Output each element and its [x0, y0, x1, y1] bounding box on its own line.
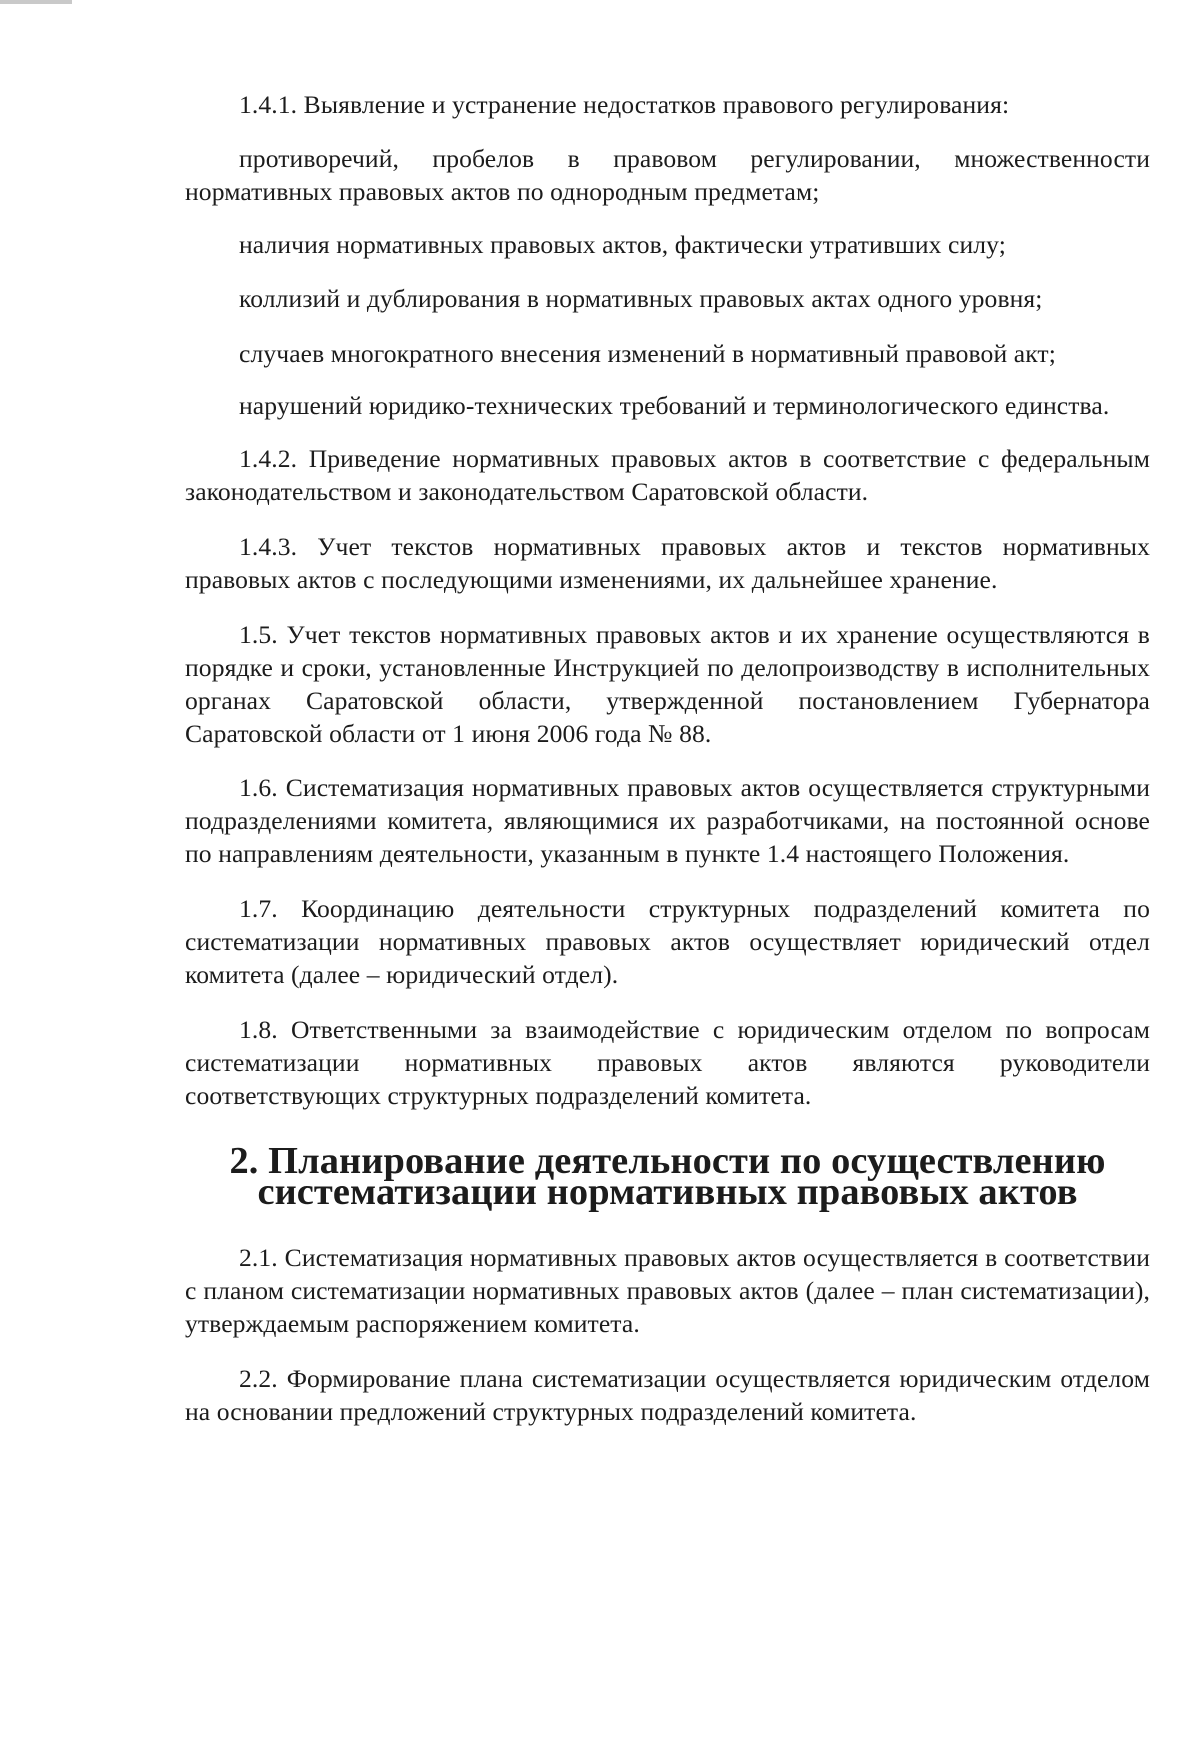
- paragraph-1-4-3: 1.4.3. Учет текстов нормативных правовых актов и текстов нормативных правовых актов с последующими изменениями, их дальнейшее хранение.: [185, 532, 1150, 594]
- paragraph-contradictions: противоречий, пробелов в правовом регулировании, множественности нормативных правовых актов по однородным предметам;: [185, 144, 1150, 206]
- paragraph-1-6: 1.6. Систематизация нормативных правовых актов осуществляется структурными подразделениями комитета, являющимися их разработчиками, на постоянной основе по направлениям деятельности, указанным в пункте 1.4 настоящего Положения.: [185, 773, 1150, 868]
- paragraph-1-8: 1.8. Ответственными за взаимодействие с юридическим отделом по вопросам систематизации нормативных правовых актов являются руководители соответствующих структурных подразделений комитета.: [185, 1015, 1150, 1110]
- paragraph-repeated-amendments: случаев многократного внесения изменений в нормативный правовой акт;: [239, 339, 1056, 368]
- paragraph-expired-acts: наличия нормативных правовых актов, фактически утративших силу;: [239, 230, 1006, 259]
- paragraph-1-4-2: 1.4.2. Приведение нормативных правовых актов в соответствие с федеральным законодательством и законодательством Саратовской области.: [185, 444, 1150, 506]
- paragraph-1-7: 1.7. Координацию деятельности структурных подразделений комитета по систематизации нормативных правовых актов осуществляет юридический отдел комитета (далее – юридический отдел).: [185, 894, 1150, 989]
- scan-corner-mark: [0, 0, 72, 4]
- section-2-heading: 2. Планирование деятельности по осуществлению систематизации нормативных правовых актов: [229, 1140, 1106, 1213]
- paragraph-1-5: 1.5. Учет текстов нормативных правовых актов и их хранение осуществляются в порядке и сроки, установленные Инструкцией по делопроизводству в исполнительных органах Саратовской области, утвержденной постановлением Губернатора Саратовской области от 1 июня 2006 года № 88.: [185, 620, 1150, 748]
- paragraph-collisions: коллизий и дублирования в нормативных правовых актах одного уровня;: [239, 284, 1043, 313]
- paragraph-1-4-1: 1.4.1. Выявление и устранение недостатков правового регулирования:: [239, 90, 1010, 119]
- paragraph-technical-violations: нарушений юридико-технических требований и терминологического единства.: [239, 391, 1110, 420]
- paragraph-2-2: 2.2. Формирование плана систематизации осуществляется юридическим отделом на основании предложений структурных подразделений комитета.: [185, 1364, 1150, 1426]
- paragraph-2-1: 2.1. Систематизация нормативных правовых актов осуществляется в соответствии с планом систематизации нормативных правовых актов (далее – план систематизации), утверждаемым распоряжением комитета.: [185, 1243, 1150, 1338]
- document-body: [185, 88, 1150, 1446]
